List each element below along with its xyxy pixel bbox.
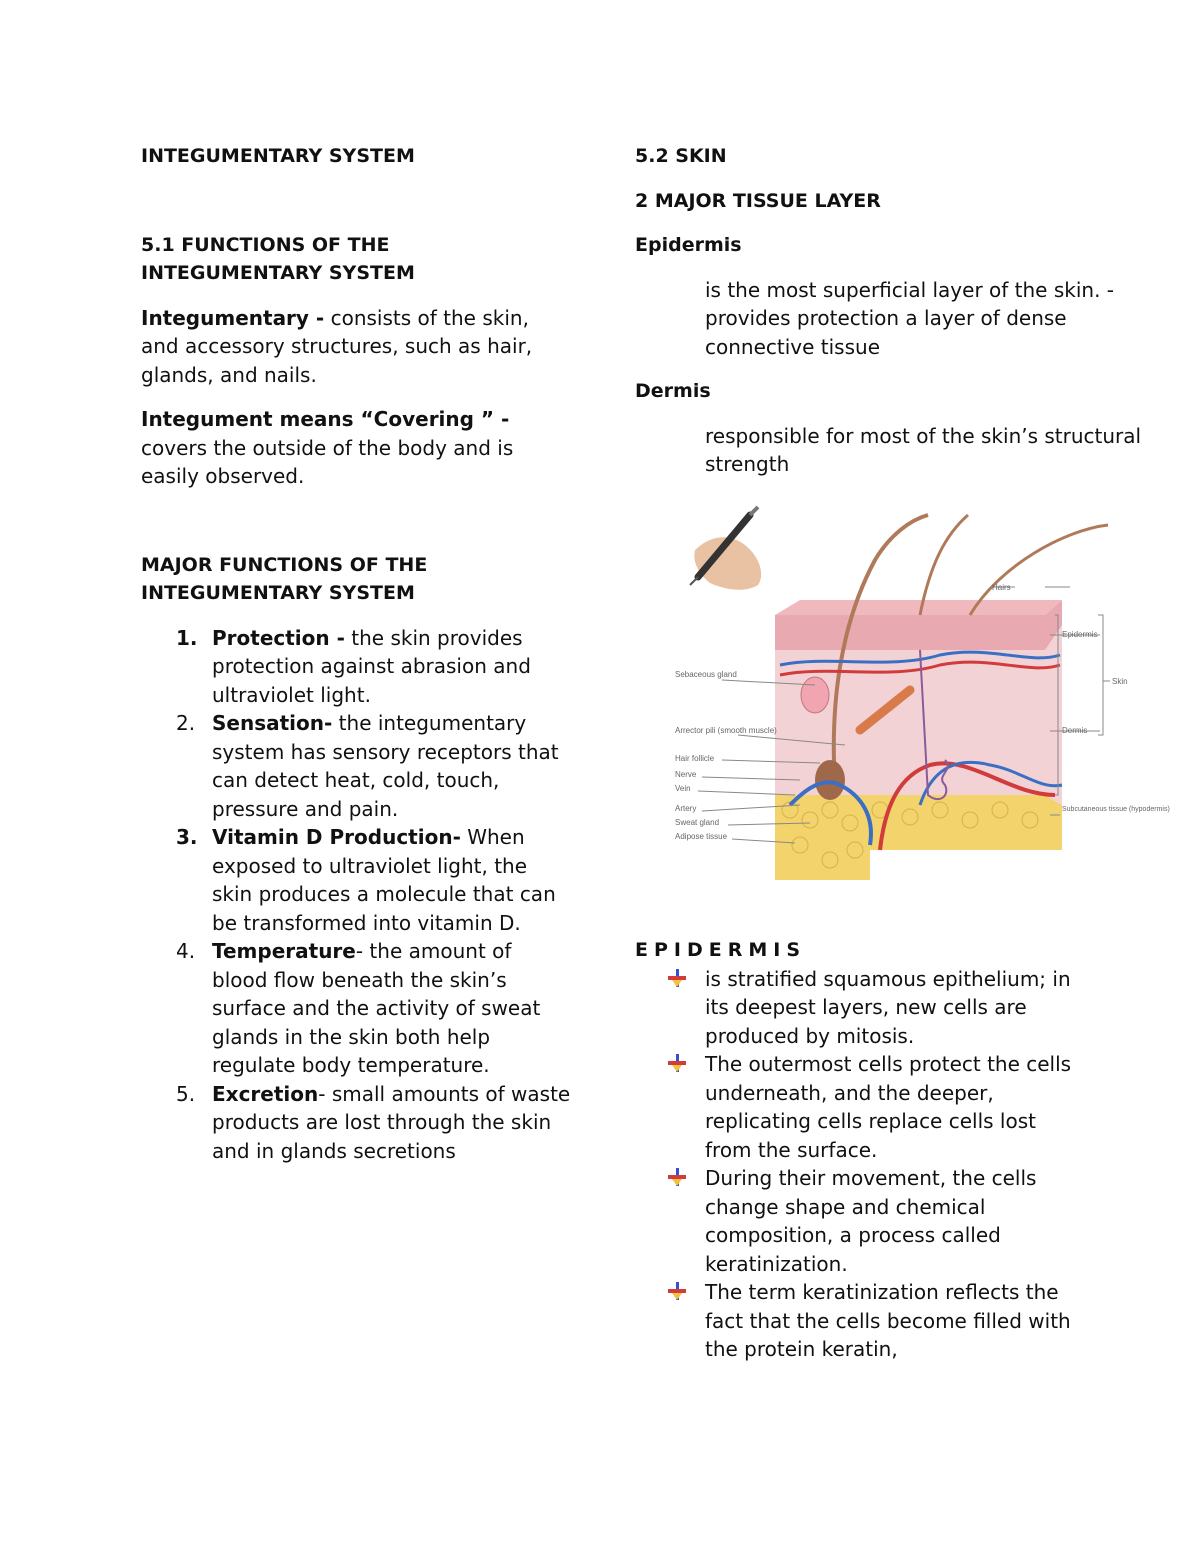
bullet-text: During their movement, the cells change shape and chemical composition, a process called keratinization.: [705, 1166, 1037, 1276]
label-adipose-tissue: Adipose tissue: [675, 832, 728, 841]
integument-term: Integument means “Covering ” -: [141, 407, 510, 431]
hair-bulb: [815, 760, 845, 800]
right-column: [635, 142, 1155, 479]
dermis-label: Dermis: [635, 380, 711, 402]
function-text: - small amounts of waste products are lost through the skin and in glands secretions: [212, 1081, 571, 1163]
list-number: 5.: [176, 1081, 196, 1106]
epidermis-section: [635, 936, 1085, 1364]
sebaceous-gland: [801, 677, 829, 713]
bullet-text: The term keratinization reflects the fact that the cells become filled with the protein keratin,: [705, 1280, 1071, 1361]
function-text: the skin provides protection against abrasion and ultraviolet light.: [212, 625, 531, 707]
list-item: [635, 1278, 1085, 1364]
list-number: 4.: [176, 939, 196, 963]
arrow-bullet-icon: [668, 969, 686, 987]
label-dermis: Dermis: [1062, 726, 1088, 735]
tissue-layers-title: 2 MAJOR TISSUE LAYER: [635, 189, 881, 212]
list-item: [635, 1050, 1085, 1164]
integument-definition: [141, 405, 571, 491]
epidermis-heading: EPIDERMIS: [635, 939, 807, 961]
arrow-bullet-icon: [668, 1282, 686, 1300]
list-item: [141, 823, 571, 937]
list-number: 1.: [176, 625, 198, 650]
adipose-layer: [775, 795, 1062, 880]
label-arrector-pili: Arrector pili (smooth muscle): [675, 726, 777, 735]
integumentary-text: consists of the skin, and accessory structures, such as hair, glands, and nails.: [141, 305, 533, 387]
epidermis-label: Epidermis: [635, 234, 742, 256]
list-number: 2.: [176, 711, 196, 735]
list-number: 3.: [176, 825, 198, 849]
integumentary-term: Integumentary -: [141, 305, 325, 330]
section-1-title: 5.1 FUNCTIONS OF THE INTEGUMENTARY SYSTEM: [141, 233, 415, 284]
integument-text: covers the outside of the body and is easily observed.: [141, 435, 514, 488]
label-sweat-gland: Sweat gland: [675, 818, 720, 827]
epidermis-text: is the most superficial layer of the skin. -provides protection a layer of dense connective tissue: [705, 277, 1115, 359]
label-nerve: Nerve: [675, 770, 697, 779]
function-text: the integumentary system has sensory receptors that can detect heat, cold, touch, pressure and pain.: [212, 711, 559, 821]
label-skin: Skin: [1112, 677, 1128, 686]
bullet-text: The outermost cells protect the cells underneath, and the deeper, replicating cells replace cells lost from the surface.: [705, 1052, 1072, 1162]
list-item: [141, 1080, 571, 1166]
dermis-text: responsible for most of the skin’s structural strength: [705, 423, 1142, 476]
label-hairs: Hairs: [992, 583, 1011, 592]
label-epidermis: Epidermis: [1062, 630, 1098, 639]
list-item: [635, 965, 1085, 1051]
pen-hand-icon: [690, 507, 761, 590]
functions-list: [141, 624, 571, 1166]
arrow-bullet-icon: [668, 1168, 686, 1186]
function-term: Excretion: [212, 1081, 319, 1106]
function-term: Sensation-: [212, 711, 333, 735]
list-item: [635, 1164, 1085, 1278]
bullet-text: is stratified squamous epithelium; in its deepest layers, new cells are produced by mitosis.: [705, 966, 1071, 1048]
major-functions-title: MAJOR FUNCTIONS OF THE INTEGUMENTARY SYSTEM: [141, 553, 428, 604]
integumentary-definition: [141, 304, 571, 390]
function-term: Vitamin D Production-: [212, 825, 461, 849]
list-item: [141, 937, 571, 1080]
function-term: Protection -: [212, 625, 345, 650]
epidermis-bullet-list: [635, 965, 1085, 1364]
list-item: [141, 624, 571, 710]
left-column: [141, 142, 571, 1165]
label-artery: Artery: [675, 804, 697, 813]
label-sebaceous-gland: Sebaceous gland: [675, 670, 737, 679]
skin-diagram-image: [670, 505, 1170, 890]
section-2-title: 5.2 SKIN: [635, 145, 727, 167]
function-term: Temperature: [212, 939, 356, 963]
function-text: When exposed to ultraviolet light, the skin produces a molecule that can be transformed into vitamin D.: [212, 825, 556, 935]
label-subcutaneous: Subcutaneous tissue (hypodermis): [1062, 806, 1170, 813]
function-text: - the amount of blood flow beneath the skin’s surface and the activity of sweat glands in the skin both help regulate body temperature.: [212, 939, 541, 1077]
label-vein: Vein: [675, 784, 691, 793]
arrow-bullet-icon: [668, 1054, 686, 1072]
list-item: [141, 709, 571, 823]
label-hair-follicle: Hair follicle: [675, 754, 715, 763]
document-title: INTEGUMENTARY SYSTEM: [141, 145, 415, 167]
